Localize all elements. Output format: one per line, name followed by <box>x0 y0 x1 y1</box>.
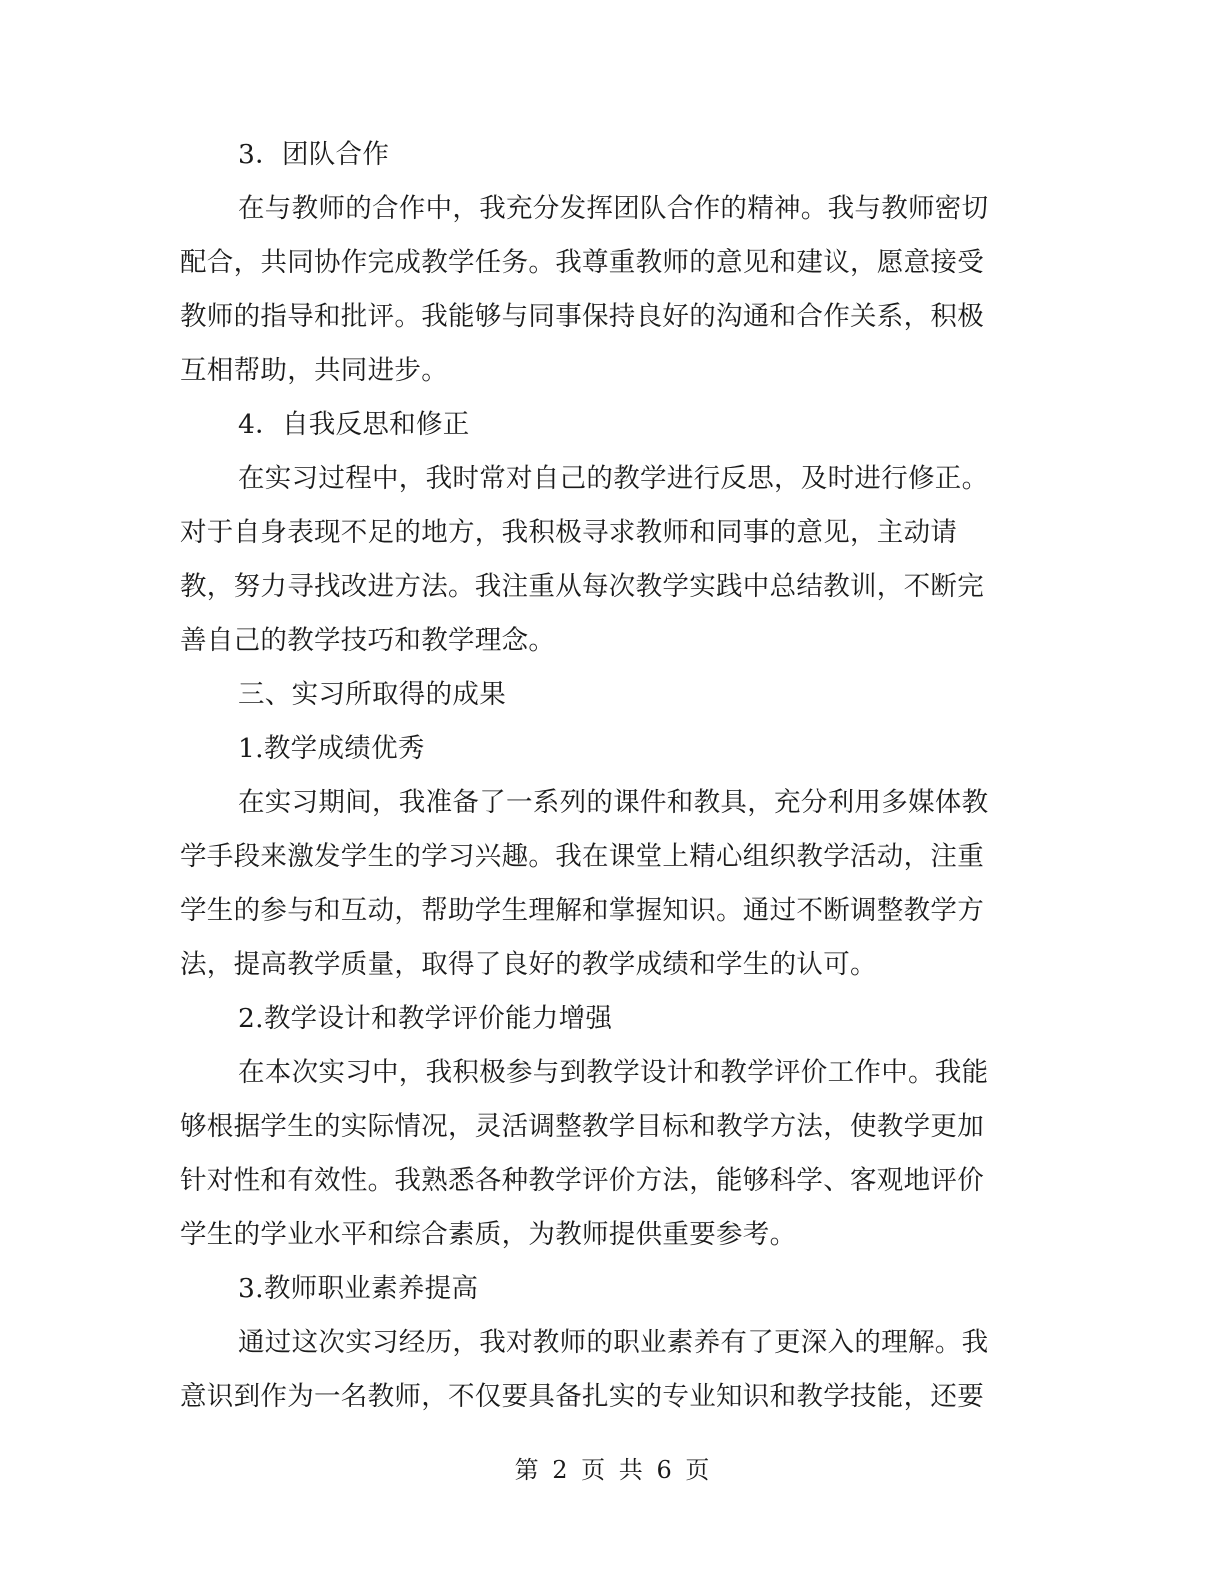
text-line: 学生的参与和互动，帮助学生理解和掌握知识。通过不断调整教学方 <box>180 895 984 926</box>
text-line: 3.教师职业素养提高 <box>238 1273 479 1304</box>
text-line: 法，提高教学质量，取得了良好的教学成绩和学生的认可。 <box>180 949 877 980</box>
page-number-label: 第 2 页 共 6 页 <box>514 1456 710 1484</box>
page-footer <box>0 1450 1224 1490</box>
text-line: 针对性和有效性。我熟悉各种教学评价方法，能够科学、客观地评价 <box>180 1165 984 1196</box>
document-body <box>180 128 1020 1424</box>
text-line: 在与教师的合作中，我充分发挥团队合作的精神。我与教师密切 <box>238 193 989 224</box>
text-line: 够根据学生的实际情况，灵活调整教学目标和教学方法，使教学更加 <box>180 1111 984 1142</box>
text-line: 4．自我反思和修正 <box>238 409 470 440</box>
text-line: 在本次实习中，我积极参与到教学设计和教学评价工作中。我能 <box>238 1057 989 1088</box>
text-line: 教，努力寻找改进方法。我注重从每次教学实践中总结教训，不断完 <box>180 571 984 602</box>
text-line: 配合，共同协作完成教学任务。我尊重教师的意见和建议，愿意接受 <box>180 247 984 278</box>
text-line: 学手段来激发学生的学习兴趣。我在课堂上精心组织教学活动，注重 <box>180 841 984 872</box>
text-line: 在实习过程中，我时常对自己的教学进行反思，及时进行修正。 <box>238 463 989 494</box>
text-line: 互相帮助，共同进步。 <box>180 355 448 386</box>
text-line: 三、实习所取得的成果 <box>238 679 506 710</box>
text-line: 意识到作为一名教师，不仅要具备扎实的专业知识和教学技能，还要 <box>180 1381 984 1412</box>
text-line: 1.教学成绩优秀 <box>238 733 425 764</box>
text-line: 善自己的教学技巧和教学理念。 <box>180 625 556 656</box>
text-line: 通过这次实习经历，我对教师的职业素养有了更深入的理解。我 <box>238 1327 989 1358</box>
text-line: 3．团队合作 <box>238 139 390 170</box>
text-line: 教师的指导和批评。我能够与同事保持良好的沟通和合作关系，积极 <box>180 301 984 332</box>
text-line: 2.教学设计和教学评价能力增强 <box>238 1003 613 1034</box>
text-line: 在实习期间，我准备了一系列的课件和教具，充分利用多媒体教 <box>238 787 989 818</box>
text-line: 对于自身表现不足的地方，我积极寻求教师和同事的意见，主动请 <box>180 517 958 548</box>
text-line: 学生的学业水平和综合素质，为教师提供重要参考。 <box>180 1219 797 1250</box>
